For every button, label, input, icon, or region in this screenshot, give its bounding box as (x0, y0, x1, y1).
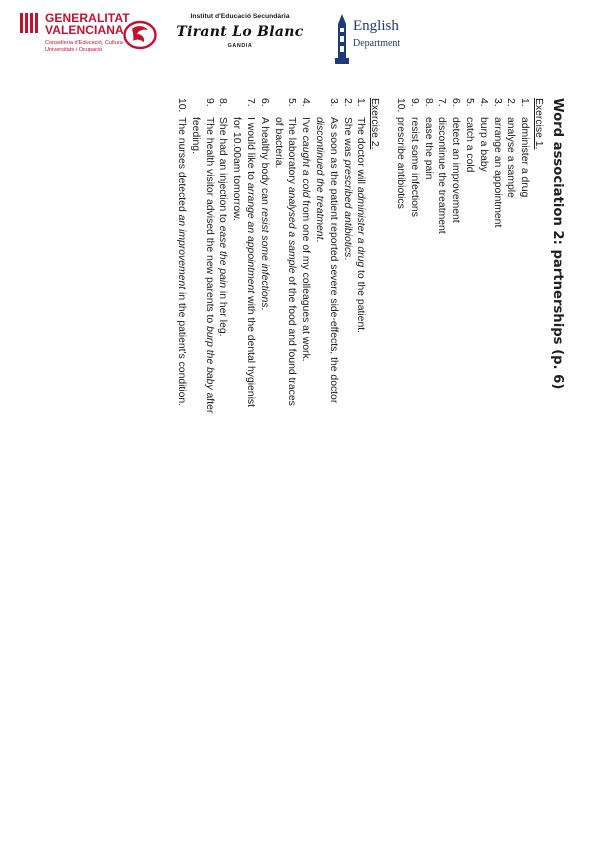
gva-subtitle: Conselleria d'Educació, Cultura Universitats i Ocupació (45, 40, 123, 53)
sentence-collocation: prescribed antibiotics (341, 159, 353, 258)
generalitat-valenciana-logo (19, 10, 130, 66)
gva-emblem-icon (19, 12, 39, 34)
sentence-collocation: discontinued the treatment (314, 117, 326, 240)
english-dept-title: English (353, 18, 399, 34)
sentence-after: in the patient's condition. (176, 289, 188, 407)
page-header (0, 0, 599, 80)
list-item (490, 98, 504, 848)
list-item (312, 98, 340, 848)
document-title: Word association 2: partnerships (p. 6) (550, 98, 565, 390)
list-item (421, 98, 435, 848)
sentence-before: The nurses detected (176, 117, 188, 215)
sentence-collocation: analysed a sample (286, 186, 298, 274)
item-number: 6. (450, 98, 462, 107)
school-town: GANDIA (227, 43, 253, 49)
item-number: 8. (422, 98, 434, 107)
exercise-2-list (174, 98, 367, 848)
school-emblem-icon (122, 20, 158, 50)
sentence-text (298, 117, 312, 417)
list-item (216, 98, 230, 848)
english-dept-subtitle: Department (353, 38, 401, 49)
item-number: 8. (217, 98, 229, 107)
sentence-collocation: ease the pain (217, 225, 229, 289)
exercise-1-list (393, 98, 531, 848)
sentence-before: The health visitor advised the new parents to (203, 117, 215, 327)
item-text: discontinue the treatment (436, 117, 448, 234)
item-text: catch a cold (464, 117, 476, 173)
sentence-after: . (258, 307, 270, 311)
sentence-before: She had an injection to (217, 117, 229, 226)
exercise-2-heading: Exercise 2. (369, 98, 381, 150)
sentence-collocation: an improvement (176, 214, 188, 290)
item-number: 9. (408, 98, 420, 107)
item-number: 7. (436, 98, 448, 107)
item-text: ease the pain (422, 117, 434, 180)
item-number: 3. (327, 98, 339, 107)
item-number: 7. (245, 98, 257, 107)
item-number: 2. (341, 98, 353, 107)
school-name: Tirant Lo Blanc (176, 24, 304, 40)
item-text: detect an improvement (450, 117, 462, 223)
school-logo (165, 12, 315, 60)
sentence-before: A healthy body can (258, 117, 270, 208)
list-item (298, 98, 312, 848)
list-item (407, 98, 421, 848)
sentence-collocation: resist some infections (258, 207, 270, 308)
item-number: 10. (176, 98, 188, 113)
list-item (354, 98, 368, 848)
item-text: prescribe antibiotics (395, 117, 407, 209)
list-item (504, 98, 518, 848)
document-body (30, 90, 570, 860)
sentence-text (174, 117, 188, 417)
item-text: resist some infections (408, 117, 420, 217)
item-number: 4. (300, 98, 312, 107)
sentence-collocation: administer a drug (355, 186, 367, 268)
item-number: 1. (355, 98, 367, 107)
item-number: 5. (286, 98, 298, 107)
item-number: 4. (477, 98, 489, 107)
item-number: 5. (464, 98, 476, 107)
sentence-after: from one of my colleagues at work. (300, 197, 312, 362)
list-item (174, 98, 188, 848)
gva-name: GENERALITAT VALENCIANA (45, 11, 130, 37)
item-text: analyse a sample (505, 117, 517, 198)
sentence-before: I would like to (245, 117, 257, 183)
list-item (340, 98, 354, 848)
tower-icon (334, 14, 350, 66)
sentence-before: She was (341, 117, 353, 160)
list-item (393, 98, 407, 848)
sentence-text (257, 117, 271, 417)
sentence-text (354, 117, 368, 417)
sentence-after: with the dental hygienist for 10.00am tomorrow. (231, 117, 257, 407)
sentence-text (188, 117, 216, 417)
sentence-text (312, 117, 340, 417)
item-text: burp a baby (477, 117, 489, 172)
sentence-collocation: caught a cold (300, 135, 312, 198)
item-number: 6. (258, 98, 270, 107)
sentence-after: . (341, 257, 353, 261)
list-item (462, 98, 476, 848)
list-item (517, 98, 531, 848)
sentence-collocation: arrange an appointment (245, 182, 257, 294)
sentence-after: after feeding. (189, 117, 215, 414)
rotated-content (30, 90, 570, 860)
sentence-before: The laboratory (286, 117, 298, 187)
item-number: 2. (505, 98, 517, 107)
exercise-1-heading: Exercise 1. (533, 98, 544, 150)
sentence-before: I've (300, 117, 312, 136)
item-number: 3. (491, 98, 503, 107)
list-item (448, 98, 462, 848)
list-item (476, 98, 490, 848)
sentence-text (216, 117, 230, 417)
sentence-collocation: burp the baby (203, 326, 215, 390)
sentence-text (271, 117, 299, 417)
list-item (271, 98, 299, 848)
item-number: 10. (395, 98, 407, 113)
list-item (229, 98, 257, 848)
list-item (257, 98, 271, 848)
sentence-before: As soon as the patient reported severe side-effects, the doctor (327, 117, 339, 404)
item-text: administer a drug (519, 117, 531, 198)
sentence-after: to the patient. (355, 267, 367, 334)
sentence-text (340, 117, 354, 417)
sentence-after: in her leg. (217, 288, 229, 337)
item-number: 1. (519, 98, 531, 107)
sentence-before: The doctor will (355, 117, 367, 187)
list-item (435, 98, 449, 848)
item-text: arrange an appointment (491, 117, 503, 228)
school-institute: Institut d'Educació Secundària (190, 13, 290, 20)
list-item (188, 98, 216, 848)
sentence-after: of the food and found traces of bacteria. (272, 117, 298, 406)
sentence-text (229, 117, 257, 417)
item-number: 9. (203, 98, 215, 107)
sentence-after: . (314, 239, 326, 243)
